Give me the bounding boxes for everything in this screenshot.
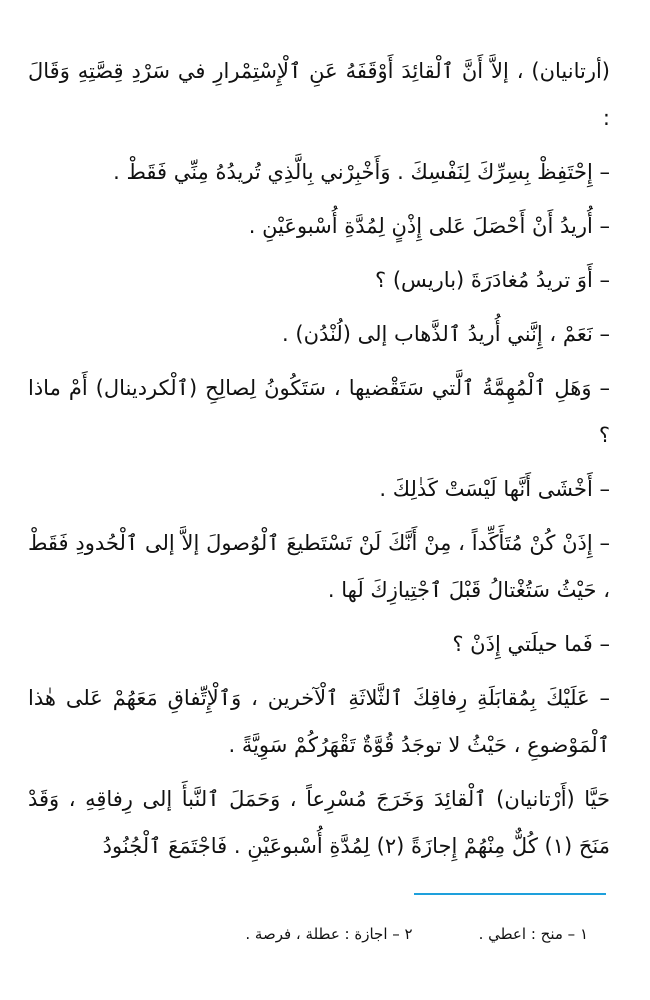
paragraph-1: (أرتانيان) ، إلاَّ أَنَّ ٱلْقائِدَ أَوْقَفَهُ عَنِ ٱلْإِسْتِمْرارِ في سَرْدِ قِصَّتِهِ وَقَالَ : (28, 59, 610, 130)
footnote-divider (414, 893, 606, 895)
story-text (28, 48, 610, 877)
dialogue-line: – إِحْتَفِظْ بِسِرِّكَ لِنَفْسِكَ . وَأَخْبِرْني بِالَّذِي تُريدُهُ مِنِّي فَقَطْ . (113, 160, 610, 184)
dialogue-line: – أَوَ تريدُ مُغادَرَةَ (باريس) ؟ (375, 268, 610, 292)
dialogue-line: – فَما حيلَتي إِذَنْ ؟ (452, 632, 610, 656)
dialogue-line: – عَلَيْكَ بِمُقابَلَةِ رِفاقِكَ ٱلثَّلاثَةِ ٱلْآخرين ، وَٱلْإِتِّفاقِ مَعَهُمْ عَلى هٰذا ٱلْمَوْضوعِ ، حَيْثُ لا توجَدُ قُوَّةٌ تَقْهَرُكُمْ سَوِيَّةً . (28, 686, 610, 757)
dialogue-line: – إِذَنْ كُنْ مُتَأَكِّداً ، مِنْ أَنَّكَ لَنْ تَسْتَطيعَ ٱلْوُصولَ إلاَّ إلى ٱلْحُدودِ فَقَطْ ، حَيْثُ سَتُغْتالُ قَبْلَ ٱجْتِيازِكَ لَها . (28, 531, 610, 602)
dialogue-line: – نَعَمْ ، إِنَّني أُريدُ ٱلذَّهاب إلى (لُنْدُن) . (282, 322, 610, 346)
footnote-1: ١ – منح : اعطي . (478, 925, 588, 943)
footnote-2: ٢ – اجازة : عطلة ، فرصة . (245, 925, 413, 943)
footnotes (245, 922, 588, 946)
dialogue-line: – وَهَلِ ٱلْمُهِمَّةُ ٱلَّتي سَتَقْضيها ، سَتَكُونُ لِصالِحِ (ٱلْكردينال) أَمْ ماذا ؟ (28, 376, 610, 447)
narration-paragraph: حَيَّا (أَرْتانيان) ٱلْقائِدَ وَخَرَجَ مُسْرِعاً ، وَحَمَلَ ٱلنَّبأَ إلى رِفاقِهِ ، وَقَدْ مَنَحَ (١) كُلٌّ مِنْهُمْ إِجازَةً (٢) لِمُدَّةِ أُسْبوعَيْنِ . فَاجْتَمَعَ ٱلْجُنُودُ (28, 787, 610, 858)
dialogue-line: – أُريدُ أَنْ أَحْصَلَ عَلى إِذْنٍ لِمُدَّةِ أُسْبوعَيْنِ . (248, 214, 610, 238)
dialogue-line: – أَخْشَى أَنَّها لَيْسَتْ كَذٰلِكَ . (379, 477, 610, 501)
